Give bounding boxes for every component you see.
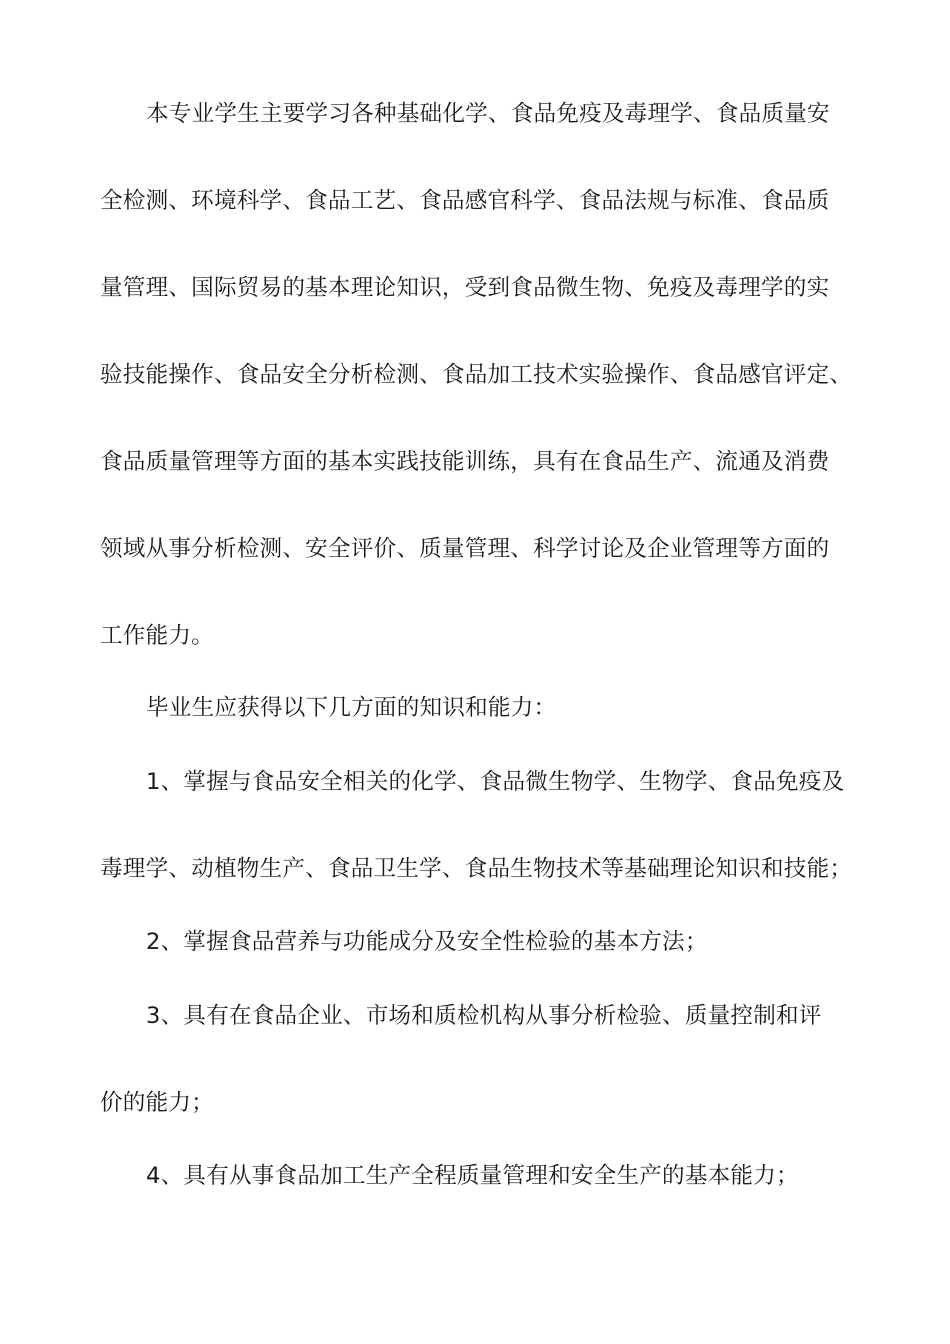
list-item-2-line-1: 2、掌握食品营养与功能成分及安全性检验的基本方法；	[146, 929, 708, 955]
paragraph-1-line-5: 食品质量管理等方面的基本实践技能训练，具有在食品生产、流通及消费	[100, 449, 830, 475]
list-item-3-line-2: 价的能力；	[100, 1090, 214, 1116]
list-item-1-line-2: 毒理学、动植物生产、食品卫生学、食品生物技术等基础理论知识和技能；	[100, 856, 853, 882]
paragraph-1-line-3: 量管理、国际贸易的基本理论知识，受到食品微生物、免疫及毒理学的实	[100, 275, 830, 301]
list-item-1-line-1: 1、掌握与食品安全相关的化学、食品微生物学、生物学、食品免疫及	[146, 769, 845, 795]
paragraph-1-line-2: 全检测、环境科学、食品工艺、食品感官科学、食品法规与标准、食品质	[100, 188, 830, 214]
paragraph-1-line-6: 领域从事分析检测、安全评价、质量管理、科学讨论及企业管理等方面的	[100, 536, 830, 562]
paragraph-1-line-1: 本专业学生主要学习各种基础化学、食品免疫及毒理学、食品质量安	[146, 101, 830, 127]
list-item-3-line-1: 3、具有在食品企业、市场和质检机构从事分析检验、质量控制和评	[146, 1003, 822, 1029]
paragraph-2-line-1: 毕业生应获得以下几方面的知识和能力：	[146, 695, 557, 721]
list-item-4-line-1: 4、具有从事食品加工生产全程质量管理和安全生产的基本能力；	[146, 1163, 799, 1189]
paragraph-1-line-7: 工作能力。	[100, 623, 214, 649]
paragraph-1-line-4: 验技能操作、食品安全分析检测、食品加工技术实验操作、食品感官评定、	[100, 362, 853, 388]
